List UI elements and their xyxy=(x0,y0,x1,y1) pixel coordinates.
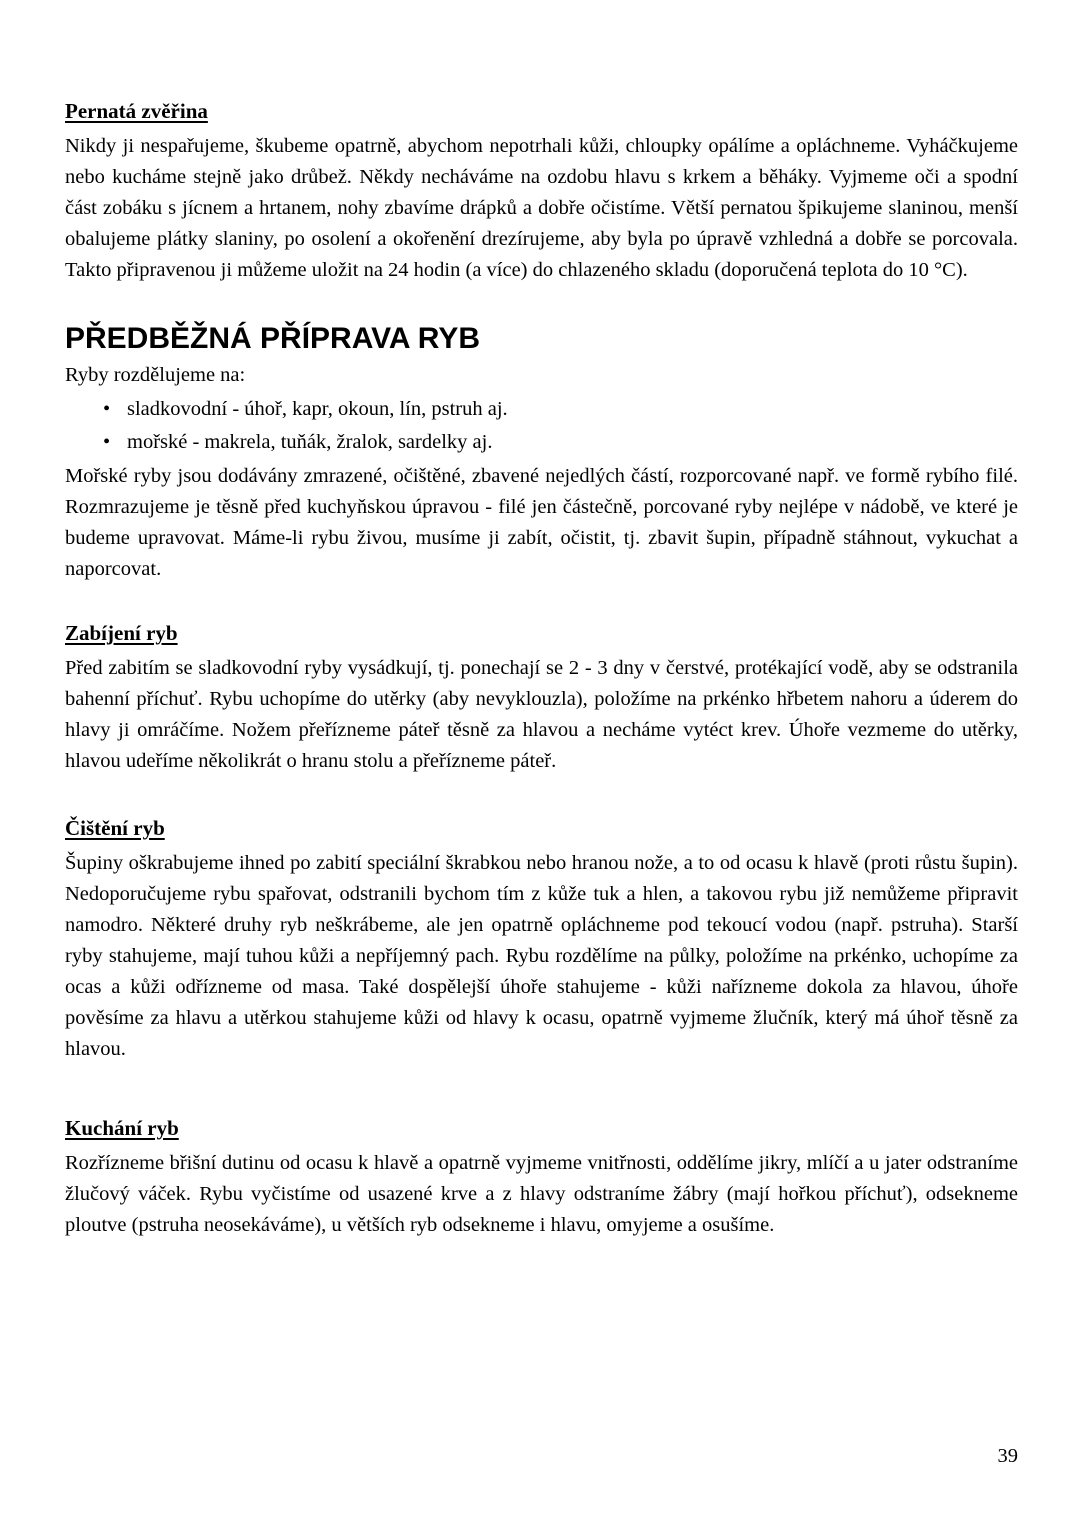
fish-types-list xyxy=(65,393,1018,459)
section-heading-predbezna-priprava-ryb: PŘEDBĚŽNÁ PŘÍPRAVA RYB xyxy=(65,322,481,355)
section-pernata-zverina xyxy=(65,96,1018,286)
paragraph-pernata-zverina: Nikdy ji nespařujeme, škubeme opatrně, abychom nepotrhali kůži, chloupky opálíme a opláchneme. Vyháčkujeme nebo kucháme stejně jako drůbež. Někdy necháváme na ozdobu hlavu s krkem a běháky. Vyjmeme oči a spodní část zobáku s jícnem a hrtanem, nohy zbavíme drápků a dobře očistíme. Větší pernatou špikujeme slaninou, menší obalujeme plátky slaniny, po osolení a okořenění drezírujeme, aby byla po úpravě vzhledná a dobře se porcovala. Takto připravenou ji můžeme uložit na 24 hodin (a více) do chlazeného skladu (doporučená teplota do 10 °C). xyxy=(65,135,1018,281)
list-item-morske xyxy=(65,426,1018,459)
section-zabijeni-ryb xyxy=(65,618,1018,777)
intro-ryby-rozdelujeme: Ryby rozdělujeme na: xyxy=(65,364,246,386)
paragraph-morske-ryby: Mořské ryby jsou dodávány zmrazené, očištěné, zbavené nejedlých částí, rozporcované např. ve formě rybího filé. Rozmrazujeme je těsně před kuchyňskou úpravou - filé jen částečně, porcované ryby nejlépe v nádobě, ve které je budeme upravovat. Máme-li rybu živou, musíme ji zabít, očistit, tj. zbavit šupin, případně stáhnout, vykuchat a naporcovat. xyxy=(65,465,1018,580)
subsection-heading-pernata-zverina: Pernatá zvěřina xyxy=(65,99,208,123)
subsection-heading-cisteni-ryb: Čištění ryb xyxy=(65,816,165,840)
section-kuchani-ryb xyxy=(65,1113,1018,1241)
list-item-label: sladkovodní - úhoř, kapr, okoun, lín, pstruh aj. xyxy=(127,398,508,420)
page-number: 39 xyxy=(997,1445,1018,1467)
paragraph-cisteni-ryb: Šupiny oškrabujeme ihned po zabití speciální škrabkou nebo hranou nože, a to od ocasu k hlavě (proti růstu šupin). Nedoporučujeme rybu spařovat, odstranili bychom tím z kůže tuk a hlen, a takovou rybu již nemůžeme připravit namodro. Některé druhy ryb neškrábeme, ale jen opatrně opláchneme pod tekoucí vodou (např. pstruha). Starší ryby stahujeme, mají tuhou kůži a nepříjemný pach. Rybu rozdělíme na půlky, položíme na prkénko, uchopíme za ocas a kůži odřízneme od masa. Také dospělejší úhoře stahujeme - kůži nařízneme dokola za hlavou, úhoře pověsíme za hlavu a utěrkou stahujeme kůži od hlavy k ocasu, opatrně vyjmeme žlučník, který má úhoř těsně za hlavou. xyxy=(65,852,1018,1060)
paragraph-zabijeni-ryb: Před zabitím se sladkovodní ryby vysádkují, tj. ponechají se 2 - 3 dny v čerstvé, protékající vodě, aby se odstranila bahenní příchuť. Rybu uchopíme do utěrky (aby nevyklouzla), položíme na prkénko hřbetem nahoru a úderem do hlavy ji omráčíme. Nožem přeřízneme páteř těsně za hlavou a necháme vytéct krev. Úhoře vezmeme do utěrky, hlavou udeříme několikrát o hranu stolu a přeřízneme páteř. xyxy=(65,657,1018,772)
list-item-sladkovodni xyxy=(65,393,1018,426)
paragraph-kuchani-ryb: Rozřízneme břišní dutinu od ocasu k hlavě a opatrně vyjmeme vnitřnosti, oddělíme jikry, mlíčí a u jater odstraníme žlučový váček. Rybu vyčistíme od usazené krve a z hlavy odstraníme žábry (mají hořkou příchuť), odsekneme ploutve (pstruha neosekáváme), u větších ryb odsekneme i hlavu, omyjeme a osušíme. xyxy=(65,1152,1018,1236)
bullet-icon: • xyxy=(103,431,111,453)
bullet-icon: • xyxy=(103,398,111,420)
section-predbezna-priprava-ryb xyxy=(65,321,1018,585)
list-item-label: mořské - makrela, tuňák, žralok, sardelky aj. xyxy=(127,431,493,453)
subsection-heading-kuchani-ryb: Kuchání ryb xyxy=(65,1116,179,1140)
section-cisteni-ryb xyxy=(65,813,1018,1065)
subsection-heading-zabijeni-ryb: Zabíjení ryb xyxy=(65,621,178,645)
